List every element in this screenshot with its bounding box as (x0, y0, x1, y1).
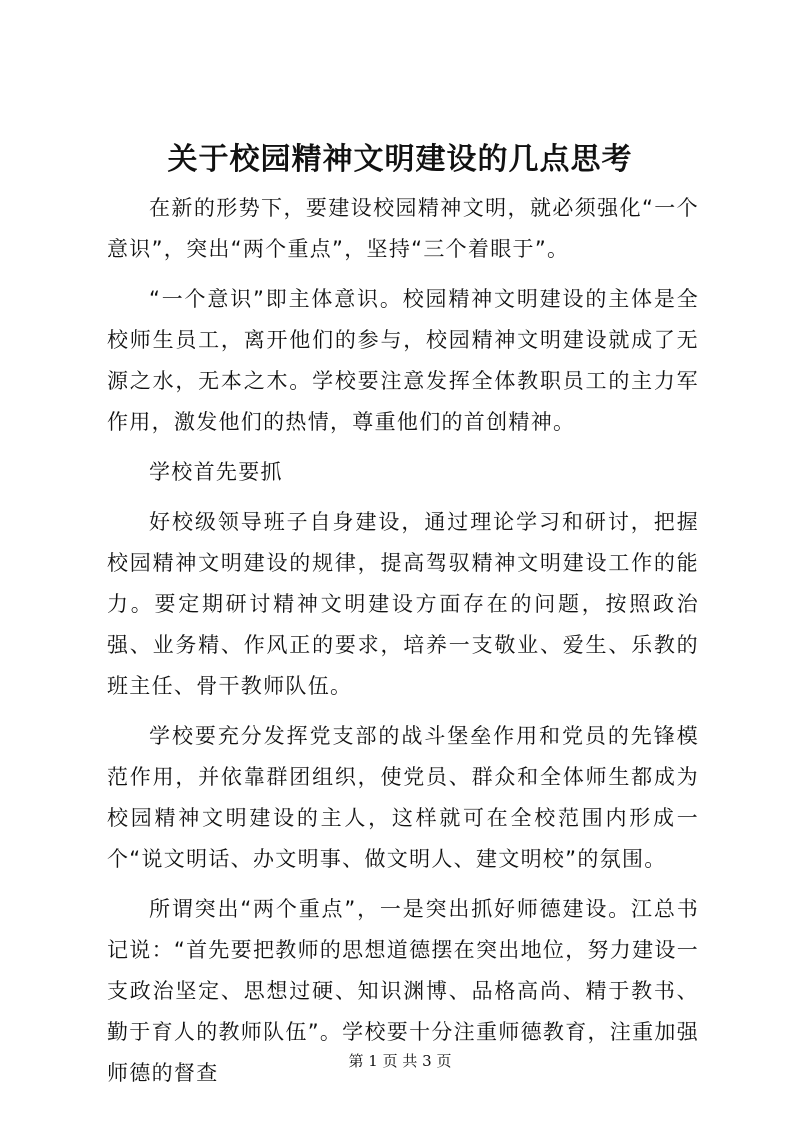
paragraph: 学校要充分发挥党支部的战斗堡垒作用和党员的先锋模范作用，并依靠群团组织，使党员、群众和全体师生都成为校园精神文明建设的主人，这样就可在全校范围内形成一个“说文明话、办文明事、做文明人、建文明校”的氛围。 (107, 724, 699, 871)
page-number-footer: 第 1 页 共 3 页 (348, 1052, 452, 1070)
paragraph: 学校首先要抓 (149, 460, 283, 484)
document-body (107, 188, 699, 1103)
paragraph: “一个意识”即主体意识。校园精神文明建设的主体是全校师生员工，离开他们的参与，校园精神文明建设就成了无源之水，无本之木。学校要注意发挥全体教职员工的主力军作用，激发他们的热情，尊重他们的首创精神。 (107, 287, 699, 434)
paragraph: 在新的形势下，要建设校园精神文明，就必须强化“一个意识”，突出“两个重点”，坚持“三个着眼于”。 (107, 196, 699, 261)
paragraph: 所谓突出“两个重点”，一是突出抓好师德建设。江总书记说：“首先要把教师的思想道德摆在突出地位，努力建设一支政治坚定、思想过硬、知识渊博、品格高尚、精于教书、勤于育人的教师队伍”。学校要十分注重师德教育，注重加强师德的督查 (107, 897, 699, 1085)
document-title: 关于校园精神文明建设的几点思考 (167, 142, 633, 177)
paragraph: 好校级领导班子自身建设，通过理论学习和研讨，把握校园精神文明建设的规律，提高驾驭精神文明建设工作的能力。要定期研讨精神文明建设方面存在的问题，按照政治强、业务精、作风正的要求，培养一支敬业、爱生、乐教的班主任、骨干教师队伍。 (107, 510, 699, 698)
